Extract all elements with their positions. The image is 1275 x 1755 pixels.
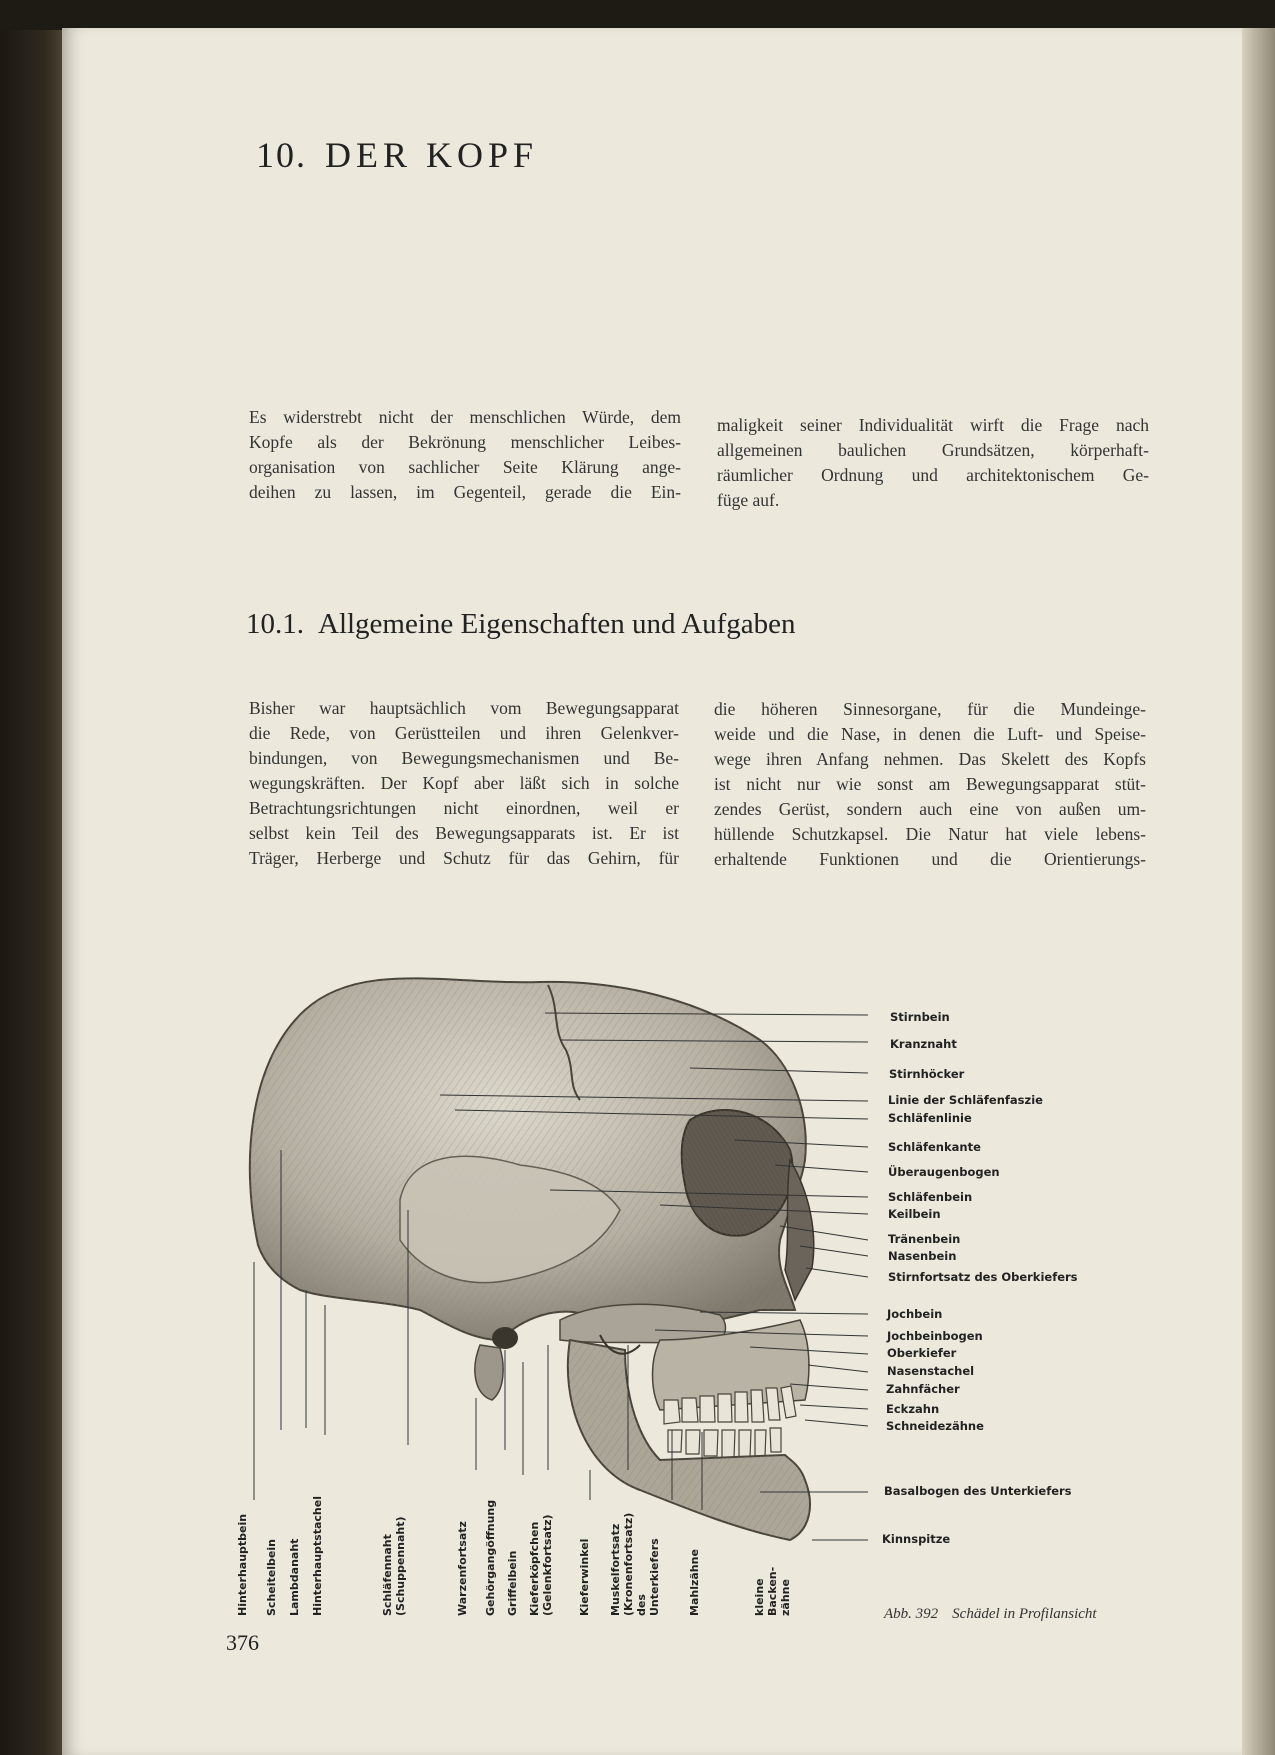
label-kieferwinkel: Kieferwinkel <box>578 1538 591 1616</box>
text-line: Bisher war hauptsächlich vom Bewegungsapparat <box>249 698 679 718</box>
text-line: erhaltende Funktionen und die Orientierungs- <box>714 849 1146 869</box>
text-line: wegungskräften. Der Kopf aber läßt sich in solche <box>249 773 679 793</box>
label-muskelfortsatz: Muskelfortsatz (Kronenfortsatz) des Unterkiefers <box>609 1512 661 1616</box>
text-line: maligkeit seiner Individualität wirft die Frage nach <box>717 415 1149 435</box>
text-line: die Rede, von Gerüstteilen und ihren Gelenkver- <box>249 723 679 743</box>
label-stirnbein: Stirnbein <box>890 1010 950 1024</box>
label-eckzahn: Eckzahn <box>886 1402 940 1416</box>
label-schlaefenbein: Schläfenbein <box>888 1190 973 1204</box>
label-basalbogen-des-unterkiefers: Basalbogen des Unterkiefers <box>884 1484 1072 1498</box>
text-line: Es widerstrebt nicht der menschlichen Würde, dem <box>249 407 681 427</box>
text-line: Betrachtungsrichtungen nicht einordnen, weil er <box>249 798 679 818</box>
label-linie-der-schlaefenfaszie: Linie der Schläfenfaszie <box>888 1093 1043 1107</box>
label-lambdanaht: Lambdanaht <box>288 1538 301 1616</box>
label-schlaefenlinie: Schläfenlinie <box>888 1111 972 1125</box>
label-jochbein: Jochbein <box>887 1307 943 1321</box>
label-traenenbein: Tränenbein <box>888 1232 961 1246</box>
text-line: zendes Gerüst, sondern auch eine von außen um- <box>714 799 1146 819</box>
figure-number: Abb. 392 <box>884 1606 939 1622</box>
label-gehoergangoeffnung: Gehörgangöffnung <box>484 1499 497 1616</box>
text-line: deihen zu lassen, im Gegenteil, gerade die Ein- <box>249 482 681 502</box>
label-nasenstachel: Nasenstachel <box>887 1364 975 1378</box>
label-nasenbein: Nasenbein <box>888 1249 957 1263</box>
label-mahlzaehne: Mahlzähne <box>688 1549 701 1616</box>
label-keilbein: Keilbein <box>888 1207 941 1221</box>
label-stirnfortsatz-des-oberkiefers: Stirnfortsatz des Oberkiefers <box>888 1270 1078 1284</box>
label-schneidezaehne: Schneidezähne <box>886 1419 984 1433</box>
label-schlaefennaht: Schläfennaht (Schuppennaht) <box>381 1516 407 1616</box>
label-hinterhauptstachel: Hinterhauptstachel <box>311 1496 324 1616</box>
label-schlaefenkante: Schläfenkante <box>888 1140 981 1154</box>
label-kranznaht: Kranznaht <box>890 1037 957 1051</box>
label-griffelbein: Griffelbein <box>506 1550 519 1616</box>
label-oberkiefer: Oberkiefer <box>887 1346 957 1360</box>
section-name: Allgemeine Eigenschaften und Aufgaben <box>318 608 796 640</box>
section-number: 10.1. <box>246 608 304 640</box>
label-hinterhauptbein: Hinterhauptbein <box>236 1513 249 1616</box>
skull-drawing <box>250 978 814 1540</box>
text-line: hüllende Schutzkapsel. Die Natur hat viele lebens- <box>714 824 1146 844</box>
text-line: Kopfe als der Bekrönung menschlicher Leibes- <box>249 432 681 452</box>
text-line: allgemeinen baulichen Grundsätzen, körperhaft- <box>717 440 1149 460</box>
text-line: selbst kein Teil des Bewegungsapparats ist. Er ist <box>249 823 679 843</box>
label-kieferkoepfchen: Kieferköpfchen (Gelenkfortsatz) <box>528 1514 554 1616</box>
label-kinnspitze: Kinnspitze <box>882 1532 951 1546</box>
page-number: 376 <box>226 1630 259 1655</box>
text-line: Träger, Herberge und Schutz für das Gehirn, für <box>249 848 679 868</box>
text-line: wege ihren Anfang nehmen. Das Skelett des Kopfs <box>714 749 1146 769</box>
label-jochbeinbogen: Jochbeinbogen <box>887 1329 983 1343</box>
text-line: weide und die Nase, in denen die Luft- und Speise- <box>714 724 1146 744</box>
text-line: organisation von sachlicher Seite Klärung ange- <box>249 457 681 477</box>
figure-caption <box>884 1606 1097 1623</box>
text-line: die höheren Sinnesorgane, für die Mundeinge- <box>714 699 1146 719</box>
text-line: ist nicht nur wie sonst am Bewegungsapparat stüt- <box>714 774 1146 794</box>
chapter-number: 10. <box>256 135 307 175</box>
label-warzenfortsatz: Warzenfortsatz <box>456 1521 469 1616</box>
label-stirnhoecker: Stirnhöcker <box>889 1067 965 1081</box>
text-line: räumlicher Ordnung und architektonischem Ge- <box>717 465 1149 485</box>
label-scheitelbein: Scheitelbein <box>265 1539 278 1616</box>
figure-caption-text: Schädel in Profilansicht <box>952 1606 1097 1622</box>
label-kleine-backenzaehne: kleine Backen- zähne <box>753 1566 792 1616</box>
label-zahnfaecher: Zahnfächer <box>886 1382 960 1396</box>
chapter-name: DER KOPF <box>325 135 539 175</box>
text-line: bindungen, von Bewegungsmechanismen und Be- <box>249 748 679 768</box>
text-line: füge auf. <box>717 490 780 510</box>
label-ueberaugenbogen: Überaugenbogen <box>888 1165 1000 1179</box>
